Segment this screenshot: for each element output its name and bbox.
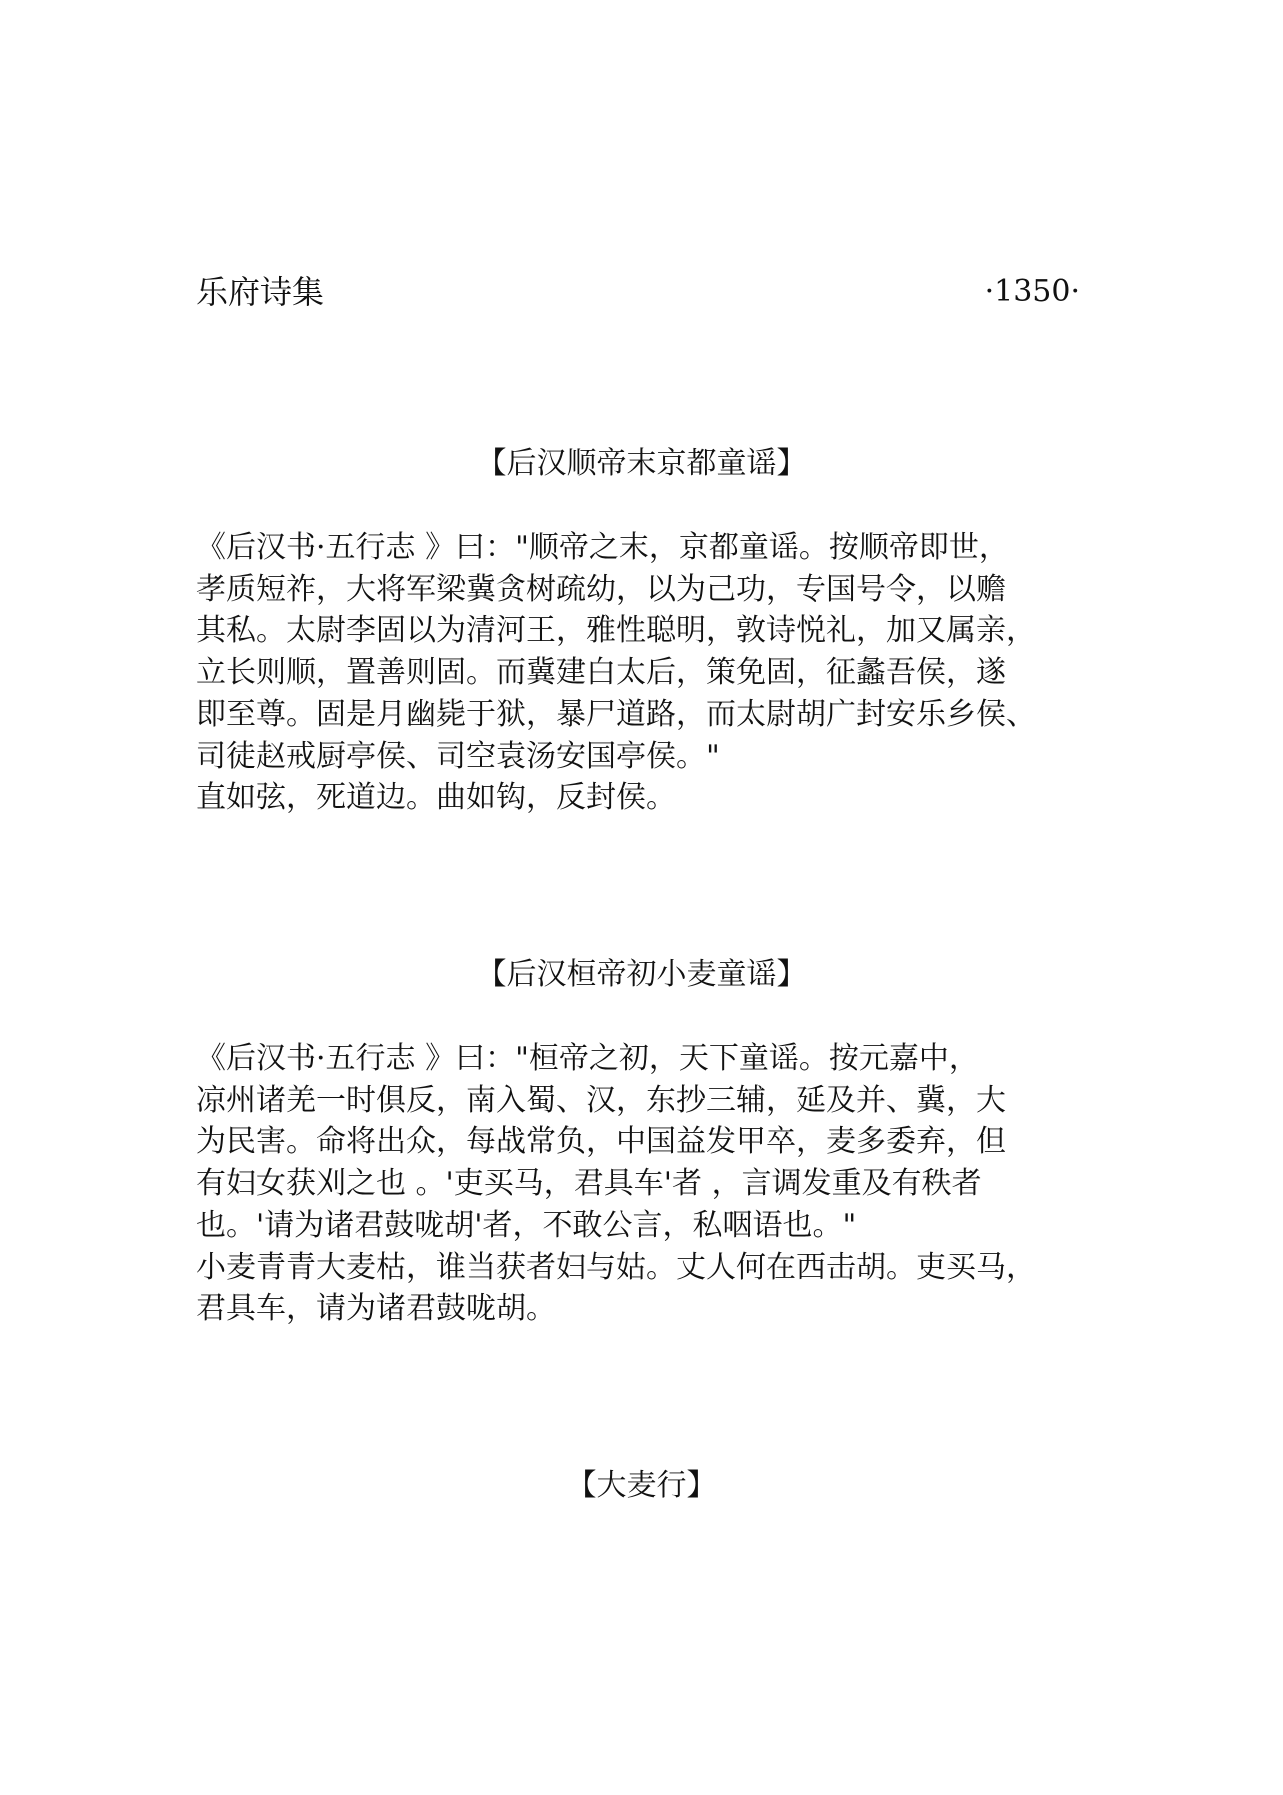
text-line: 也。'请为诸君鼓咙胡'者，不敢公言，私咽语也。" xyxy=(196,1207,857,1243)
text-line: 立长则顺，置善则固。而冀建白太后，策免固，征蠡吾侯，遂 xyxy=(196,655,1006,691)
text-line: 其私。太尉李固以为清河王，雅性聪明，敦诗悦礼，加又属亲， xyxy=(196,613,1036,649)
text-line: 《后汉书·五行志 》曰："顺帝之末，京都童谣。按顺帝即世， xyxy=(196,530,1009,565)
book-title: 乐府诗集 xyxy=(196,273,325,311)
text-line: 司徒赵戒厨亭侯、司空袁汤安国亭侯。" xyxy=(196,738,720,774)
section-body-shundi xyxy=(196,527,1116,819)
text-line: 《后汉书·五行志 》曰："桓帝之初，天下童谣。按元嘉中， xyxy=(196,1041,979,1076)
text-line: 凉州诸羌一时俱反，南入蜀、汉，东抄三辅，延及并、冀，大 xyxy=(196,1082,1006,1118)
text-line: 孝质短祚，大将军梁冀贪树疏幼，以为己功，专国号令，以赡 xyxy=(196,571,1006,607)
section-title-shundi: 【后汉顺帝末京都童谣】 xyxy=(476,446,807,481)
section-title-damaixing: 【大麦行】 xyxy=(566,1468,717,1503)
text-line: 为民害。命将出众，每战常负，中国益发甲卒，麦多委弃，但 xyxy=(196,1124,1006,1160)
text-line: 有妇女获刈之也 。'吏买马，君具车'者 ，言调发重及有秩者 xyxy=(196,1166,982,1202)
verse-line: 直如弦，死道边。曲如钩，反封侯。 xyxy=(196,780,676,816)
section-title-huandi: 【后汉桓帝初小麦童谣】 xyxy=(476,957,807,992)
page-number: ·1350· xyxy=(984,274,1080,309)
section-body-huandi xyxy=(196,1038,1116,1330)
text-line: 即至尊。固是月幽毙于狱，暴尸道路，而太尉胡广封安乐乡侯、 xyxy=(196,696,1036,732)
verse-line: 小麦青青大麦枯，谁当获者妇与姑。丈人何在西击胡。吏买马， xyxy=(196,1249,1036,1285)
verse-line: 君具车，请为诸君鼓咙胡。 xyxy=(196,1291,556,1327)
